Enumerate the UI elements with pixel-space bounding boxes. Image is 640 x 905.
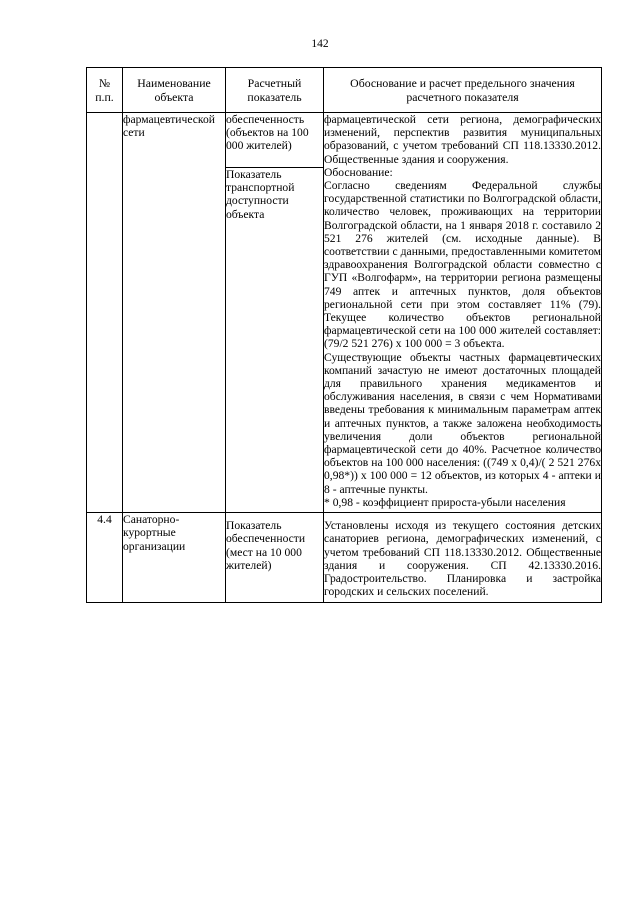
row-num: 4.4 [87, 513, 123, 603]
object-name: фармацевтической сети [123, 113, 226, 513]
page-number: 142 [311, 38, 329, 50]
justification-paragraph: Установлены исходя из текущего состояния детских санаториев региона, демографических изменений, с учетом требований СП 118.13330.2012. Общественные здания и сооружения. СП 42.13330.2016. Градостроительство. Планировка и застройка городских и сельских поселений. [324, 519, 601, 599]
header-justification: Обоснование и расчет предельного значения расчетного показателя [324, 68, 602, 113]
indicator-cell: Показатель транспортной доступности объекта [226, 168, 324, 513]
indicator-cell: Показатель обеспеченности (мест на 10 000 жителей) [226, 513, 324, 603]
table-row [87, 513, 602, 603]
row-num [87, 113, 123, 513]
indicator-cell: обеспеченность (объектов на 100 000 жителей) [226, 113, 324, 168]
justification-paragraph: Согласно сведениям Федеральной службы государственной статистики по Волгоградской области, количество человек, проживающих на территории Волгоградской области, на 1 января 2018 г. составило 2 521 276 жителей (см. исходные данные). В соответствии с данными, предоставленными комитетом здравоохранения Волгоградской области совместно с ГУП «Волгофарм», на территории региона размещены 749 аптек и аптечных пунктов, доля объектов региональной сети при этом составляет 11% (79). Текущее количество объектов региональной фармацевтической сети на 100 000 жителей составляет: (79/2 521 276) х 100 000 = 3 объекта. [324, 179, 601, 351]
regulation-table [86, 67, 602, 603]
header-object-name: Наименование объекта [123, 68, 226, 113]
justification-paragraph: Обоснование: [324, 165, 393, 179]
justification-cell [324, 113, 602, 513]
justification-paragraph: Существующие объекты частных фармацевтических компаний зачастую не имеют достаточных площадей для правильного хранения медикаментов и обслуживания населения, в связи с чем Нормативами введены требования к минимальным параметрам аптек и аптечных пунктов, а также заложена необходимость увеличения доли объектов региональной фармацевтической сети до 40%. Расчетное количество объектов на 100 000 населения: ((749 х 0,4)/( 2 521 276х 0,98*)) х 100 000 = 12 объектов, из которых 4 - аптеки и 8 - аптечные пункты. [324, 350, 601, 496]
justification-cell [324, 513, 602, 603]
header-num: № п.п. [87, 68, 123, 113]
table-row [87, 113, 602, 168]
justification-paragraph: фармацевтической сети региона, демографических изменений, перспектив развития муниципальных образований, с учетом требований СП 118.13330.2012. Общественные здания и сооружения. [324, 113, 601, 166]
object-name: Санаторно-курортные организации [123, 513, 226, 603]
table-header-row [87, 68, 602, 113]
header-indicator: Расчетный показатель [226, 68, 324, 113]
justification-footnote: * 0,98 - коэффициент прироста-убыли населения [324, 495, 566, 509]
